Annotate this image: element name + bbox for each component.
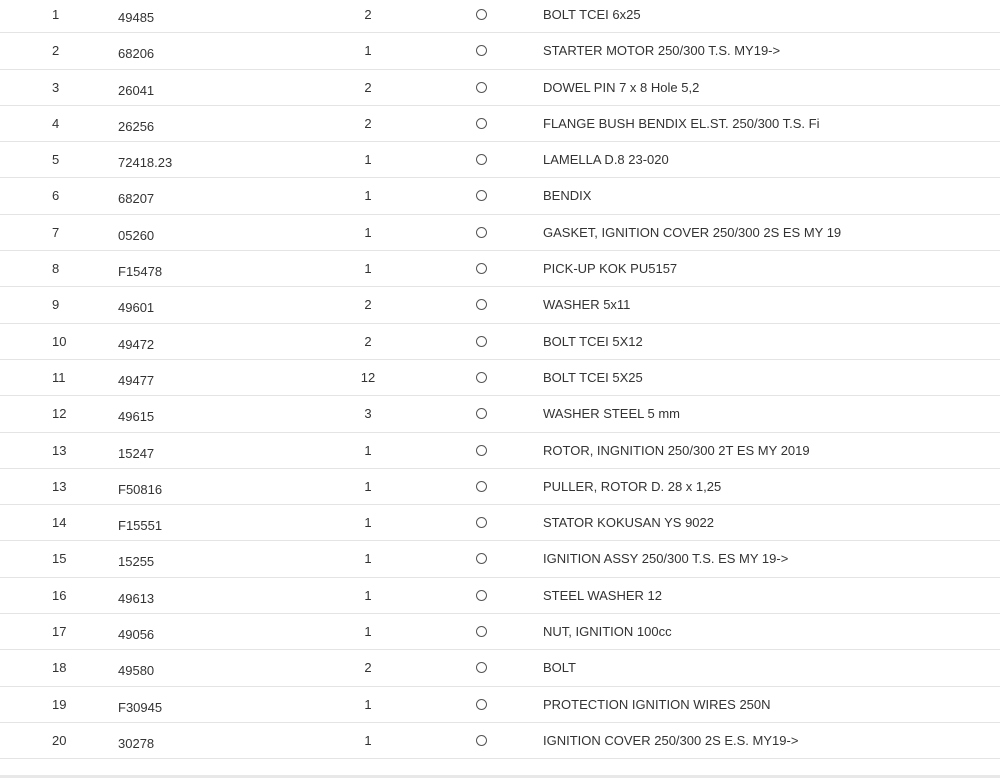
row-position-number: 16 bbox=[52, 587, 67, 603]
part-code: 15247 bbox=[118, 445, 155, 461]
part-description: BOLT TCEI 5X25 bbox=[543, 369, 643, 385]
part-description: LAMELLA D.8 23-020 bbox=[543, 152, 669, 168]
part-description: PROTECTION IGNITION WIRES 250N bbox=[543, 696, 771, 712]
radio-unchecked-icon[interactable] bbox=[476, 735, 487, 746]
row-position-number: 19 bbox=[52, 696, 67, 712]
part-quantity: 1 bbox=[364, 188, 372, 204]
radio-unchecked-icon[interactable] bbox=[476, 227, 487, 238]
part-code: 05260 bbox=[118, 227, 155, 243]
row-position-number: 2 bbox=[52, 43, 60, 59]
row-position-number: 11 bbox=[52, 369, 66, 385]
table-row[interactable] bbox=[0, 251, 1000, 287]
table-row[interactable] bbox=[0, 215, 1000, 251]
part-description: PICK-UP KOK PU5157 bbox=[543, 261, 678, 277]
part-code: 15255 bbox=[118, 554, 155, 570]
table-row[interactable] bbox=[0, 0, 1000, 33]
radio-unchecked-icon[interactable] bbox=[476, 590, 487, 601]
part-code: 26041 bbox=[118, 82, 155, 98]
part-description: GASKET, IGNITION COVER 250/300 2S ES MY 19 bbox=[543, 224, 842, 240]
table-row[interactable] bbox=[0, 287, 1000, 323]
part-quantity: 2 bbox=[364, 297, 372, 313]
table-row[interactable] bbox=[0, 142, 1000, 178]
radio-unchecked-icon[interactable] bbox=[476, 699, 487, 710]
row-position-number: 5 bbox=[52, 152, 60, 168]
radio-unchecked-icon[interactable] bbox=[476, 553, 487, 564]
table-row[interactable] bbox=[0, 433, 1000, 469]
table-row[interactable] bbox=[0, 541, 1000, 577]
part-quantity: 2 bbox=[364, 7, 372, 22]
part-description: ROTOR, INGNITION 250/300 2T ES MY 2019 bbox=[543, 442, 810, 458]
row-position-number: 1 bbox=[52, 7, 60, 22]
part-description: BENDIX bbox=[543, 188, 592, 204]
part-quantity: 12 bbox=[360, 369, 376, 385]
row-position-number: 20 bbox=[52, 732, 67, 748]
table-row[interactable] bbox=[0, 687, 1000, 723]
part-code: 68207 bbox=[118, 191, 155, 207]
radio-unchecked-icon[interactable] bbox=[476, 118, 487, 129]
part-code: 49613 bbox=[118, 590, 155, 606]
radio-unchecked-icon[interactable] bbox=[476, 154, 487, 165]
table-row[interactable] bbox=[0, 33, 1000, 69]
row-position-number: 18 bbox=[52, 660, 67, 676]
row-position-number: 14 bbox=[52, 515, 67, 531]
radio-unchecked-icon[interactable] bbox=[476, 626, 487, 637]
radio-unchecked-icon[interactable] bbox=[476, 190, 487, 201]
part-code: 49472 bbox=[118, 336, 155, 352]
part-quantity: 1 bbox=[364, 224, 372, 240]
part-description: STEEL WASHER 12 bbox=[543, 587, 662, 603]
part-quantity: 1 bbox=[364, 261, 372, 277]
part-code: F15551 bbox=[118, 518, 163, 534]
part-code: F30945 bbox=[118, 699, 163, 715]
part-description: STATOR KOKUSAN YS 9022 bbox=[543, 515, 714, 531]
part-quantity: 2 bbox=[364, 79, 372, 95]
table-row[interactable] bbox=[0, 106, 1000, 142]
row-position-number: 13 bbox=[52, 442, 67, 458]
table-row[interactable] bbox=[0, 614, 1000, 650]
table-row[interactable] bbox=[0, 360, 1000, 396]
part-description: BOLT bbox=[543, 660, 576, 676]
row-position-number: 13 bbox=[52, 478, 67, 494]
part-code: 72418.23 bbox=[118, 155, 173, 171]
part-quantity: 3 bbox=[364, 406, 372, 422]
row-position-number: 17 bbox=[52, 624, 67, 640]
part-description: NUT, IGNITION 100cc bbox=[543, 624, 672, 640]
radio-unchecked-icon[interactable] bbox=[476, 45, 487, 56]
row-position-number: 10 bbox=[52, 333, 67, 349]
part-description: IGNITION COVER 250/300 2S E.S. MY19-> bbox=[543, 732, 799, 748]
table-row[interactable] bbox=[0, 469, 1000, 505]
part-quantity: 1 bbox=[364, 551, 372, 567]
part-description: FLANGE BUSH BENDIX EL.ST. 250/300 T.S. Fi bbox=[543, 115, 820, 131]
part-description: BOLT TCEI 6x25 bbox=[543, 7, 641, 22]
row-position-number: 3 bbox=[52, 79, 60, 95]
table-row[interactable] bbox=[0, 324, 1000, 360]
part-quantity: 1 bbox=[364, 587, 372, 603]
row-position-number: 15 bbox=[52, 551, 67, 567]
part-description: STARTER MOTOR 250/300 T.S. MY19-> bbox=[543, 43, 781, 59]
part-code: 49477 bbox=[118, 372, 155, 388]
row-position-number: 6 bbox=[52, 188, 60, 204]
part-code: 49601 bbox=[118, 300, 155, 316]
part-description: WASHER 5x11 bbox=[543, 297, 631, 313]
radio-unchecked-icon[interactable] bbox=[476, 481, 487, 492]
table-row[interactable] bbox=[0, 396, 1000, 432]
part-quantity: 1 bbox=[364, 624, 372, 640]
part-quantity: 2 bbox=[364, 660, 372, 676]
row-position-number: 7 bbox=[52, 224, 60, 240]
part-code: 30278 bbox=[118, 735, 155, 751]
radio-unchecked-icon[interactable] bbox=[476, 336, 487, 347]
part-quantity: 1 bbox=[364, 696, 372, 712]
table-row[interactable] bbox=[0, 578, 1000, 614]
part-description: WASHER STEEL 5 mm bbox=[543, 406, 681, 422]
radio-unchecked-icon[interactable] bbox=[476, 408, 487, 419]
part-quantity: 2 bbox=[364, 333, 372, 349]
table-row[interactable] bbox=[0, 650, 1000, 686]
part-quantity: 2 bbox=[364, 115, 372, 131]
part-code: 49615 bbox=[118, 409, 155, 425]
part-code: F15478 bbox=[118, 264, 163, 280]
part-code: F50816 bbox=[118, 481, 163, 497]
radio-unchecked-icon[interactable] bbox=[476, 263, 487, 274]
part-quantity: 1 bbox=[364, 478, 372, 494]
part-code: 26256 bbox=[118, 118, 155, 134]
radio-unchecked-icon[interactable] bbox=[476, 662, 487, 673]
part-quantity: 1 bbox=[364, 152, 372, 168]
row-position-number: 4 bbox=[52, 115, 60, 131]
part-quantity: 1 bbox=[364, 515, 372, 531]
radio-unchecked-icon[interactable] bbox=[476, 372, 487, 383]
part-code: 49056 bbox=[118, 627, 155, 643]
table-row[interactable] bbox=[0, 178, 1000, 214]
radio-unchecked-icon[interactable] bbox=[476, 299, 487, 310]
part-quantity: 1 bbox=[364, 442, 372, 458]
table-row[interactable] bbox=[0, 505, 1000, 541]
part-quantity: 1 bbox=[364, 732, 372, 748]
radio-unchecked-icon[interactable] bbox=[476, 517, 487, 528]
part-description: PULLER, ROTOR D. 28 x 1,25 bbox=[543, 478, 722, 494]
part-code: 68206 bbox=[118, 46, 155, 62]
row-position-number: 8 bbox=[52, 261, 60, 277]
part-description: DOWEL PIN 7 x 8 Hole 5,2 bbox=[543, 79, 700, 95]
part-code: 49485 bbox=[118, 10, 155, 25]
radio-unchecked-icon[interactable] bbox=[476, 9, 487, 20]
table-row[interactable] bbox=[0, 70, 1000, 106]
part-description: IGNITION ASSY 250/300 T.S. ES MY 19-> bbox=[543, 551, 789, 567]
row-position-number: 9 bbox=[52, 297, 60, 313]
part-description: BOLT TCEI 5X12 bbox=[543, 333, 643, 349]
part-quantity: 1 bbox=[364, 43, 372, 59]
table-row[interactable] bbox=[0, 723, 1000, 759]
radio-unchecked-icon[interactable] bbox=[476, 445, 487, 456]
part-code: 49580 bbox=[118, 663, 155, 679]
row-position-number: 12 bbox=[52, 406, 67, 422]
radio-unchecked-icon[interactable] bbox=[476, 82, 487, 93]
